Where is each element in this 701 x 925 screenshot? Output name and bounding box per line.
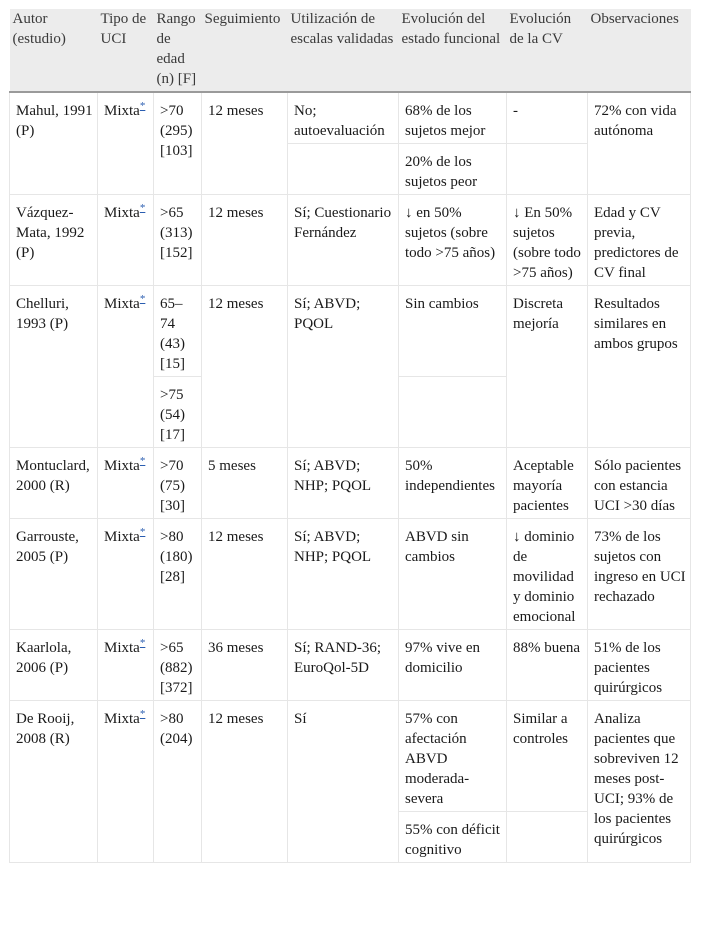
footnote-link[interactable]: *: [139, 100, 146, 112]
cell-autor: Garrouste, 2005 (P): [10, 519, 98, 630]
header-row: [10, 9, 691, 92]
cell-cv: Aceptable mayoría pacientes: [507, 448, 588, 519]
cell-escalas: Sí; RAND-36; EuroQol-5D: [288, 630, 399, 701]
header-funcional: Evolución del estado funcional: [399, 9, 507, 92]
cell-seguimiento: 12 meses: [202, 286, 288, 448]
cell-funcional-empty: [399, 377, 507, 448]
cell-funcional: 50% independientes: [399, 448, 507, 519]
cell-seguimiento: 12 meses: [202, 701, 288, 863]
header-escalas: Utilización de escalas validadas: [288, 9, 399, 92]
cell-funcional: ↓ en 50% sujetos (sobre todo >75 años): [399, 195, 507, 286]
table-row: [10, 630, 691, 701]
cell-autor: Montuclard, 2000 (R): [10, 448, 98, 519]
cell-tipo: [98, 701, 154, 863]
cell-escalas: No; autoevaluación: [288, 92, 399, 144]
cell-seguimiento: 12 meses: [202, 195, 288, 286]
cell-cv: Discreta mejoría: [507, 286, 588, 448]
cell-escalas: Sí; Cuestionario Fernández: [288, 195, 399, 286]
cell-autor: Chelluri, 1993 (P): [10, 286, 98, 448]
table-row: [10, 519, 691, 630]
cell-tipo: [98, 286, 154, 448]
tipo-text: Mixta: [104, 296, 140, 312]
cell-escalas-empty: [288, 144, 399, 195]
cell-autor: De Rooij, 2008 (R): [10, 701, 98, 863]
header-tipo: Tipo de UCI: [98, 9, 154, 92]
cell-obs: 73% de los sujetos con ingreso en UCI rechazado: [588, 519, 691, 630]
cell-escalas: Sí; ABVD; NHP; PQOL: [288, 519, 399, 630]
cell-seguimiento: 5 meses: [202, 448, 288, 519]
footnote-link[interactable]: *: [139, 455, 146, 467]
cell-rango: >65 (882) [372]: [154, 630, 202, 701]
table-row: [10, 701, 691, 812]
cell-rango: >75 (54) [17]: [154, 377, 202, 448]
table-row: [10, 92, 691, 144]
cell-funcional: 97% vive en domicilio: [399, 630, 507, 701]
cell-cv-empty: [507, 812, 588, 863]
header-obs: Observaciones: [588, 9, 691, 92]
footnote-link[interactable]: *: [139, 293, 146, 305]
cell-tipo: [98, 195, 154, 286]
cell-tipo: [98, 519, 154, 630]
cell-cv-empty: [507, 144, 588, 195]
footnote-link[interactable]: *: [139, 526, 146, 538]
cell-tipo: [98, 448, 154, 519]
cell-escalas: Sí; ABVD; NHP; PQOL: [288, 448, 399, 519]
cell-funcional: Sin cambios: [399, 286, 507, 377]
footnote-link[interactable]: *: [139, 708, 146, 720]
cell-escalas: Sí; ABVD; PQOL: [288, 286, 399, 448]
header-rango: Rango de edad (n) [F]: [154, 9, 202, 92]
table-row: [10, 286, 691, 377]
table-row: [10, 195, 691, 286]
cell-cv: -: [507, 92, 588, 144]
cell-obs: Edad y CV previa, predictores de CV final: [588, 195, 691, 286]
tipo-text: Mixta: [104, 103, 140, 119]
cell-tipo: [98, 630, 154, 701]
cell-tipo: [98, 92, 154, 195]
tipo-text: Mixta: [104, 711, 140, 727]
cell-funcional: ABVD sin cambios: [399, 519, 507, 630]
cell-seguimiento: 36 meses: [202, 630, 288, 701]
cell-cv: ↓ dominio de movilidad y dominio emocional: [507, 519, 588, 630]
header-autor: Autor (estudio): [10, 9, 98, 92]
cell-rango: >70 (295) [103]: [154, 92, 202, 195]
cell-funcional: 68% de los sujetos mejor: [399, 92, 507, 144]
cell-autor: Kaarlola, 2006 (P): [10, 630, 98, 701]
header-cv: Evolución de la CV: [507, 9, 588, 92]
cell-cv: Similar a controles: [507, 701, 588, 812]
cell-funcional: 57% con afectación ABVD moderada-severa: [399, 701, 507, 812]
cell-cv: 88% buena: [507, 630, 588, 701]
cell-rango: >65 (313) [152]: [154, 195, 202, 286]
study-table-container: [9, 9, 690, 863]
footnote-link[interactable]: *: [139, 637, 146, 649]
cell-rango: >80 (204): [154, 701, 202, 863]
tipo-text: Mixta: [104, 458, 140, 474]
cell-obs: 72% con vida autónoma: [588, 92, 691, 195]
header-seguimiento: Seguimiento: [202, 9, 288, 92]
cell-obs: Sólo pacientes con estancia UCI >30 días: [588, 448, 691, 519]
cell-seguimiento: 12 meses: [202, 519, 288, 630]
cell-funcional: 55% con déficit cognitivo: [399, 812, 507, 863]
tipo-text: Mixta: [104, 640, 140, 656]
cell-rango: >80 (180) [28]: [154, 519, 202, 630]
cell-obs: Resultados similares en ambos grupos: [588, 286, 691, 448]
cell-rango: >70 (75) [30]: [154, 448, 202, 519]
table-row: [10, 448, 691, 519]
tipo-text: Mixta: [104, 205, 140, 221]
tipo-text: Mixta: [104, 529, 140, 545]
cell-cv: ↓ En 50% sujetos (sobre todo >75 años): [507, 195, 588, 286]
cell-funcional: 20% de los sujetos peor: [399, 144, 507, 195]
cell-obs: 51% de los pacientes quirúrgicos: [588, 630, 691, 701]
study-table: [9, 9, 691, 863]
footnote-link[interactable]: *: [139, 202, 146, 214]
cell-obs: Analiza pacientes que sobreviven 12 meses post-UCI; 93% de los pacientes quirúrgicos: [588, 701, 691, 863]
cell-escalas: Sí: [288, 701, 399, 863]
cell-autor: Vázquez-Mata, 1992 (P): [10, 195, 98, 286]
cell-seguimiento: 12 meses: [202, 92, 288, 195]
cell-rango: 65–74 (43) [15]: [154, 286, 202, 377]
cell-autor: Mahul, 1991 (P): [10, 92, 98, 195]
